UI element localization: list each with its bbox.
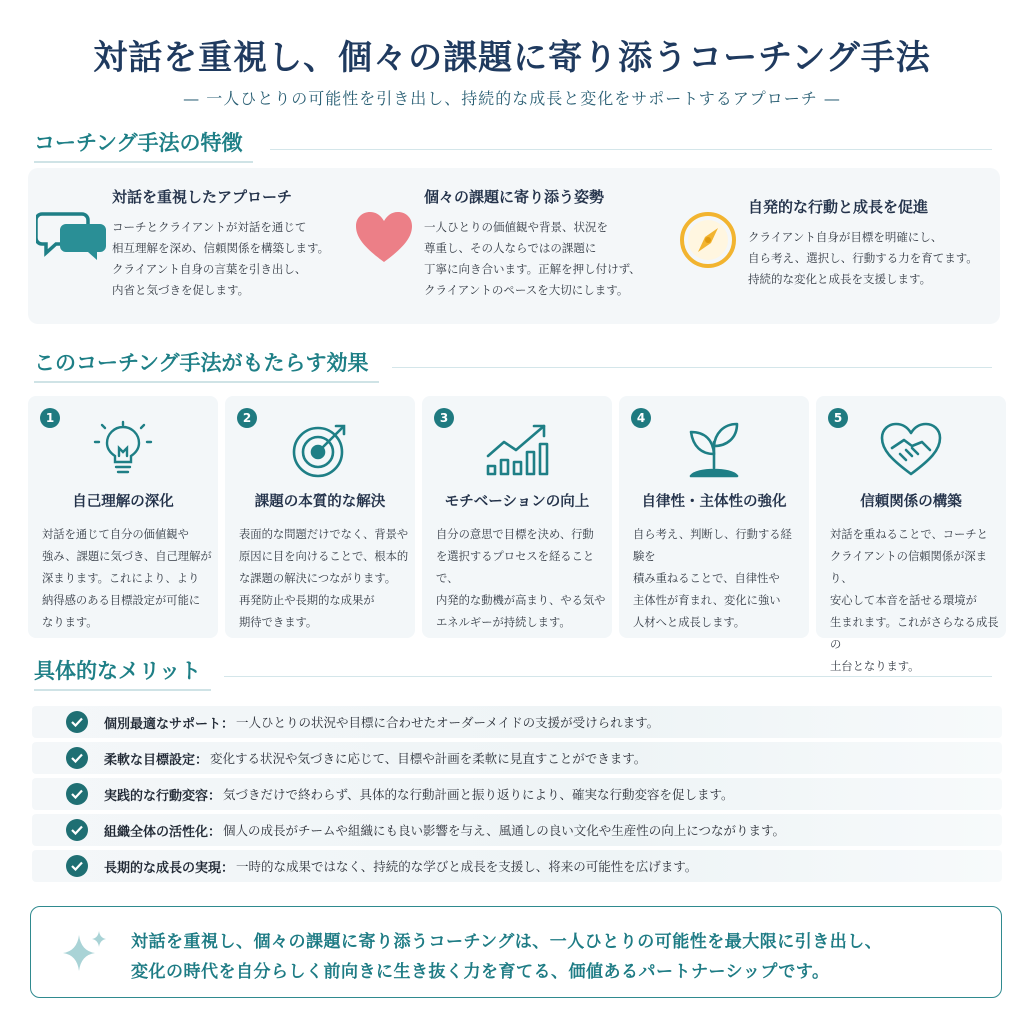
page-title: 対話を重視し、個々の課題に寄り添うコーチング手法 <box>93 38 931 78</box>
growth-chart-icon <box>422 420 612 486</box>
number-badge: 2 <box>237 408 257 428</box>
merit-item <box>32 706 1002 738</box>
page-subtitle: — 一人ひとりの可能性を引き出し、持続的な成長と変化をサポートするアプローチ — <box>183 89 841 108</box>
merit-label: 実践的な行動変容： <box>104 788 222 804</box>
feature-title: 個々の課題に寄り添う姿勢 <box>424 188 605 206</box>
merit-label: 長期的な成長の実現： <box>104 860 235 876</box>
closing-line-1: 対話を重視し、個々の課題に寄り添うコーチングは、一人ひとりの可能性を最大限に引き出し、 <box>131 932 883 952</box>
merits-heading: 具体的なメリット <box>34 656 211 690</box>
feature-autonomy <box>748 196 978 290</box>
effect-card <box>28 396 218 638</box>
check-icon <box>66 819 88 841</box>
number-badge: 5 <box>828 408 848 428</box>
feature-title: 自発的な行動と成長を促進 <box>748 198 929 216</box>
merit-item <box>32 778 1002 810</box>
merit-text: 一時的な成果ではなく、持続的な学びと成長を支援し、将来の可能性を広げます。 <box>236 859 698 874</box>
merit-item <box>32 814 1002 846</box>
handshake-icon <box>816 420 1006 486</box>
effect-card <box>619 396 809 638</box>
effect-desc: 自ら考え、判断し、行動する経験を 積み重ねることで、自律性や 主体性が育まれ、変化に強い 人材へと成長します。 <box>633 528 792 629</box>
closing-line-2: 変化の時代を自分らしく前向きに生き抜く力を育てる、価値あるパートナーシップです。 <box>131 962 830 982</box>
feature-empathy <box>424 186 641 301</box>
feature-dialogue <box>112 186 329 301</box>
effect-card <box>816 396 1006 673</box>
check-icon <box>66 711 88 733</box>
effect-desc: 対話を重ねることで、コーチと クライアントの信頼関係が深まり、 安心して本音を話せる環境が 生まれます。これがさらなる成長の 土台となります。 <box>830 528 999 673</box>
effect-title: 信頼関係の構築 <box>860 494 962 510</box>
merit-text: 気づきだけで終わらず、具体的な行動計画と振り返りにより、確実な行動変容を促します。 <box>223 787 734 802</box>
divider <box>392 367 992 368</box>
effect-card <box>422 396 612 638</box>
effect-desc: 自分の意思で目標を決め、行動 を選択するプロセスを経ることで、 内発的な動機が高まり、やる気や エネルギーが持続します。 <box>436 528 606 629</box>
divider <box>270 149 992 150</box>
effect-title: 課題の本質的な解決 <box>254 494 386 510</box>
effect-title: 自己理解の深化 <box>72 494 174 510</box>
feature-desc: コーチとクライアントが対話を通じて 相互理解を深め、信頼関係を構築します。 クライアント自身の言葉を引き出し、 内省と気づきを促します。 <box>112 220 330 297</box>
merit-item <box>32 742 1002 774</box>
compass-icon <box>678 210 738 274</box>
feature-desc: 一人ひとりの価値観や背景、状況を 尊重し、その人ならではの課題に 丁寧に向き合います。正解を押し付けず、 クライアントのペースを大切にします。 <box>424 220 641 297</box>
sparkle-icon <box>61 927 111 981</box>
effect-card <box>225 396 415 638</box>
merit-label: 個別最適なサポート： <box>104 716 235 732</box>
merit-label: 組織全体の活性化： <box>104 824 222 840</box>
merit-label: 柔軟な目標設定： <box>104 752 209 768</box>
number-badge: 4 <box>631 408 651 428</box>
feature-desc: クライアント自身が目標を明確にし、 自ら考え、選択し、行動する力を育てます。 持続的な変化と成長を支援します。 <box>748 230 978 286</box>
target-icon <box>225 420 415 486</box>
features-heading: コーチング手法の特徴 <box>34 128 253 162</box>
feature-title: 対話を重視したアプローチ <box>112 188 293 206</box>
features-panel <box>28 168 1000 324</box>
effect-desc: 表面的な問題だけでなく、背景や 原因に目を向けることで、根本的 な課題の解決につながります。 再発防止や長期的な成果が 期待できます。 <box>239 528 409 629</box>
merit-text: 一人ひとりの状況や目標に合わせたオーダーメイドの支援が受けられます。 <box>236 715 660 730</box>
check-icon <box>66 855 88 877</box>
heart-icon <box>354 210 414 268</box>
number-badge: 1 <box>40 408 60 428</box>
merit-text: 変化する状況や気づきに応じて、目標や計画を柔軟に見直すことができます。 <box>210 751 647 766</box>
effect-title: モチベーションの向上 <box>444 494 590 510</box>
effect-desc: 対話を通じて自分の価値観や 強み、課題に気づき、自己理解が 深まります。これにより、より 納得感のある目標設定が可能に なります。 <box>42 528 212 629</box>
number-badge: 3 <box>434 408 454 428</box>
lightbulb-icon <box>28 420 218 486</box>
sprout-icon <box>619 420 809 486</box>
closing-box <box>30 906 1002 998</box>
merit-item <box>32 850 1002 882</box>
divider <box>224 676 992 677</box>
speech-bubbles-icon <box>36 204 110 268</box>
check-icon <box>66 783 88 805</box>
merit-text: 個人の成長がチームや組織にも良い影響を与え、風通しの良い文化や生産性の向上につながります。 <box>223 823 786 838</box>
check-icon <box>66 747 88 769</box>
effects-heading: このコーチング手法がもたらす効果 <box>34 348 379 382</box>
merits-list <box>32 704 1002 884</box>
effect-title: 自律性・主体性の強化 <box>641 494 787 510</box>
